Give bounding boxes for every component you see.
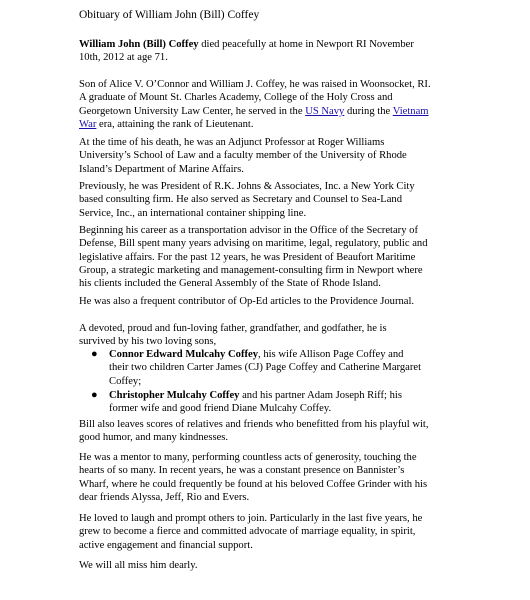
bullet-icon: ●: [91, 348, 98, 360]
background-line: A graduate of Mount St. Charles Academy, College of the Holy Cross and: [79, 92, 393, 104]
background-paragraph: [79, 78, 462, 131]
background-text: era, attaining the rank of Lieutenant.: [96, 118, 254, 130]
vietnam-war-link-cont[interactable]: War: [79, 118, 97, 130]
mentor-line: He was a mentor to many, performing countless acts of generosity, touching the: [79, 452, 417, 463]
intro-text: died peacefully at home in Newport RI November: [198, 39, 414, 50]
mentor-paragraph: [79, 451, 462, 504]
family-line: survived by his two loving sons,: [79, 336, 217, 348]
son-name: Connor Edward Mulcahy Coffey: [109, 349, 259, 360]
mentor-line: dear friends Alyssa, Jeff, Rio and Evers.: [79, 491, 250, 503]
survivor-text: their two children Carter James (CJ) Page Coffey and Catherine Margaret: [109, 362, 422, 374]
family-paragraph: [79, 322, 462, 349]
survivor-text: , his wife Allison Page Coffey and: [258, 349, 404, 360]
career-line: Beginning his career as a transportation advisor in the Office of the Secretary of: [79, 225, 418, 236]
laugh-paragraph: [79, 512, 462, 552]
intro-paragraph: [79, 38, 462, 65]
previously-line: Service, Inc., an international container shipping line.: [79, 207, 307, 219]
deceased-name: William John (Bill) Coffey: [79, 39, 199, 50]
relatives-line: good humor, and many kindnesses.: [79, 432, 229, 444]
adjunct-paragraph: [79, 136, 462, 176]
career-line: Group, a strategic marketing and management-consulting firm in Newport where: [79, 264, 423, 276]
family-line: A devoted, proud and fun-loving father, grandfather, and godfather, he is: [79, 323, 387, 334]
us-navy-link[interactable]: US Navy: [305, 105, 345, 117]
background-text: during the: [344, 105, 393, 117]
survivor-text: and his partner Adam Joseph Riff; his: [239, 389, 402, 401]
background-line: Son of Alice V. O’Connor and William J. Coffey, he was raised in Woonsocket, RI.: [79, 79, 431, 90]
survivors-list: [79, 348, 462, 416]
mentor-line: Wharf, where he could frequently be found at his beloved Coffee Grinder with his: [79, 478, 428, 490]
adjunct-line: University’s School of Law and a faculty member of the University of Rhode: [79, 150, 407, 162]
career-line: Defense, Bill spent many years advising on maritime, legal, regulatory, public and: [79, 238, 428, 250]
document-title: Obituary of William John (Bill) Coffey: [79, 9, 260, 21]
adjunct-line: At the time of his death, he was an Adjunct Professor at Roger Williams: [79, 137, 385, 148]
list-item: [79, 389, 462, 416]
intro-text-line2: 10th, 2012 at age 71.: [79, 52, 168, 64]
bullet-icon: ●: [91, 388, 98, 401]
survivor-text: Coffey;: [109, 375, 142, 387]
career-line: his clients included the General Assembly of the State of Rhode Island.: [79, 278, 381, 290]
survivor-text: former wife and good friend Diane Mulcahy Coffey.: [109, 403, 332, 415]
mentor-line: hearts of so many. In recent years, he was a constant presence on Bannister’s: [79, 465, 405, 477]
contributor-paragraph: [79, 295, 462, 308]
laugh-line: He loved to laugh and prompt others to join. Particularly in the last five years, he: [79, 513, 423, 524]
career-paragraph: [79, 224, 462, 290]
previously-line: based consulting firm. He also served as Secretary and Counsel to Sea-Land: [79, 194, 403, 206]
relatives-line: Bill also leaves scores of relatives and friends who benefitted from his playful wit,: [79, 419, 429, 430]
list-item: [79, 348, 462, 388]
son-name: Christopher Mulcahy Coffey: [109, 389, 240, 401]
adjunct-line: Island’s Department of Marine Affairs.: [79, 163, 244, 175]
previously-line: Previously, he was President of R.K. Johns & Associates, Inc. a New York City: [79, 181, 415, 192]
closing-line: We will all miss him dearly.: [79, 560, 198, 571]
career-line: legislative affairs. For the past 12 years, he was President of Beaufort Maritime: [79, 251, 416, 263]
laugh-line: active engagement and financial support.: [79, 539, 253, 551]
vietnam-war-link[interactable]: Vietnam: [392, 105, 429, 117]
closing-paragraph: [79, 559, 462, 572]
previously-paragraph: [79, 180, 462, 220]
relatives-paragraph: [79, 418, 462, 445]
contributor-line: He was also a frequent contributor of Op-Ed articles to the Providence Journal.: [79, 296, 415, 307]
background-text: Georgetown University Law Center, he served in the: [79, 105, 306, 117]
laugh-line: grew to become a fierce and committed advocate of marriage equality, in spirit,: [79, 526, 416, 538]
